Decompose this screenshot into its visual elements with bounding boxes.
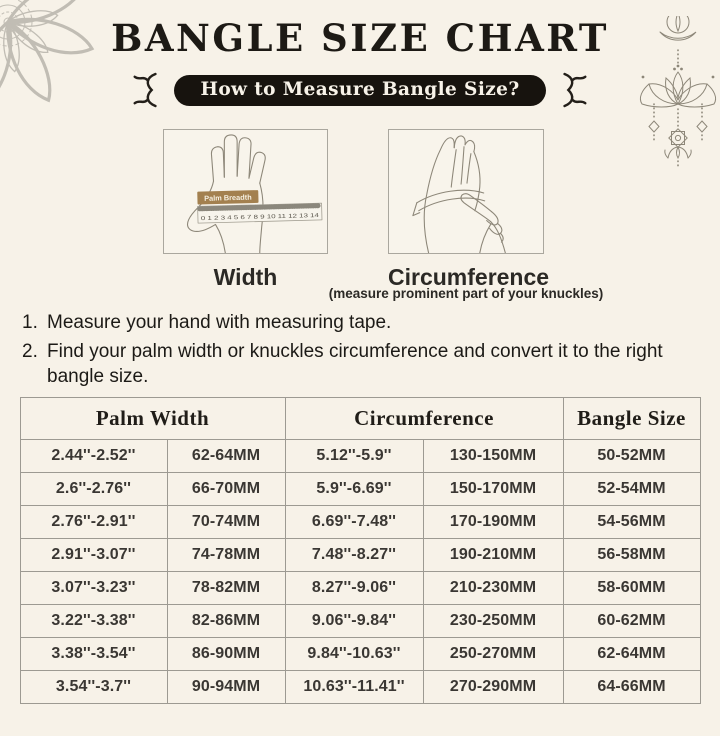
header-circumference: Circumference (285, 397, 563, 439)
table-row (20, 637, 700, 670)
table-row (20, 439, 700, 472)
instruction-list (22, 311, 670, 389)
table-cell: 54-56MM (563, 505, 700, 538)
table-cell: 3.22''-3.38'' (20, 604, 167, 637)
circumference-figure (328, 129, 604, 301)
table-cell: 8.27''-9.06'' (285, 571, 423, 604)
table-cell: 66-70MM (167, 472, 285, 505)
table-cell: 2.44''-2.52'' (20, 439, 167, 472)
instruction-marker: 2. (22, 341, 38, 363)
measure-banner-row (0, 71, 720, 109)
table-cell: 58-60MM (563, 571, 700, 604)
table-cell: 74-78MM (167, 538, 285, 571)
table-row (20, 571, 700, 604)
table-cell: 190-210MM (423, 538, 563, 571)
table-cell: 9.84''-10.63'' (285, 637, 423, 670)
instruction-item (22, 311, 670, 335)
header-palm-width: Palm Width (20, 397, 285, 439)
table-cell: 90-94MM (167, 670, 285, 703)
table-cell: 6.69''-7.48'' (285, 505, 423, 538)
palm-breadth-tag: Palm Breadth (204, 192, 252, 203)
table-cell: 2.76''-2.91'' (20, 505, 167, 538)
table-cell: 60-62MM (563, 604, 700, 637)
left-flourish-icon (130, 71, 162, 109)
circumference-caption: Circumference (388, 264, 550, 290)
table-cell: 130-150MM (423, 439, 563, 472)
table-cell: 62-64MM (167, 439, 285, 472)
table-cell: 250-270MM (423, 637, 563, 670)
size-table-body (20, 439, 700, 703)
page-title: BANGLE SIZE CHART (111, 16, 609, 60)
table-cell: 82-86MM (167, 604, 285, 637)
table-cell: 270-290MM (423, 670, 563, 703)
table-cell: 50-52MM (563, 439, 700, 472)
table-row (20, 505, 700, 538)
instruction-text: Measure your hand with measuring tape. (47, 312, 392, 333)
table-header-row (20, 397, 700, 439)
instruction-item (22, 340, 670, 389)
table-cell: 62-64MM (563, 637, 700, 670)
knuckle-circumference-illustration-icon (388, 129, 544, 254)
instruction-marker: 1. (22, 312, 38, 333)
measure-figures (0, 129, 720, 305)
ruler-numbers: 0 1 2 3 4 5 6 7 8 9 10 11 12 13 14 (200, 213, 286, 223)
table-cell: 52-54MM (563, 472, 700, 505)
table-cell: 5.12''-5.9'' (285, 439, 423, 472)
table-cell: 3.07''-3.23'' (20, 571, 167, 604)
width-caption: Width (213, 264, 278, 290)
table-cell: 64-66MM (563, 670, 700, 703)
table-cell: 3.38''-3.54'' (20, 637, 167, 670)
table-cell: 7.48''-8.27'' (285, 538, 423, 571)
table-cell: 56-58MM (563, 538, 700, 571)
table-row (20, 604, 700, 637)
table-row (20, 538, 700, 571)
table-cell: 70-74MM (167, 505, 285, 538)
table-cell: 2.91''-3.07'' (20, 538, 167, 571)
table-cell: 230-250MM (423, 604, 563, 637)
table-cell: 9.06''-9.84'' (285, 604, 423, 637)
table-row (20, 472, 700, 505)
table-row (20, 670, 700, 703)
table-cell: 5.9''-6.69'' (285, 472, 423, 505)
right-flourish-icon (558, 71, 590, 109)
table-cell: 2.6''-2.76'' (20, 472, 167, 505)
table-cell: 170-190MM (423, 505, 563, 538)
measure-banner: How to Measure Bangle Size? (174, 75, 545, 106)
table-cell: 10.63''-11.41'' (285, 670, 423, 703)
header-bangle-size: Bangle Size (563, 397, 700, 439)
circumference-note: (measure prominent part of your knuckles) (328, 286, 604, 301)
palm-width-illustration-icon (163, 129, 328, 254)
instruction-text: Find your palm width or knuckles circumference and convert it to the right bangle size. (47, 341, 663, 387)
table-cell: 78-82MM (167, 571, 285, 604)
table-cell: 3.54''-3.7'' (20, 670, 167, 703)
bangle-size-table (20, 397, 701, 704)
page-root (0, 16, 720, 736)
width-figure (163, 129, 328, 291)
table-cell: 150-170MM (423, 472, 563, 505)
table-cell: 210-230MM (423, 571, 563, 604)
table-cell: 86-90MM (167, 637, 285, 670)
